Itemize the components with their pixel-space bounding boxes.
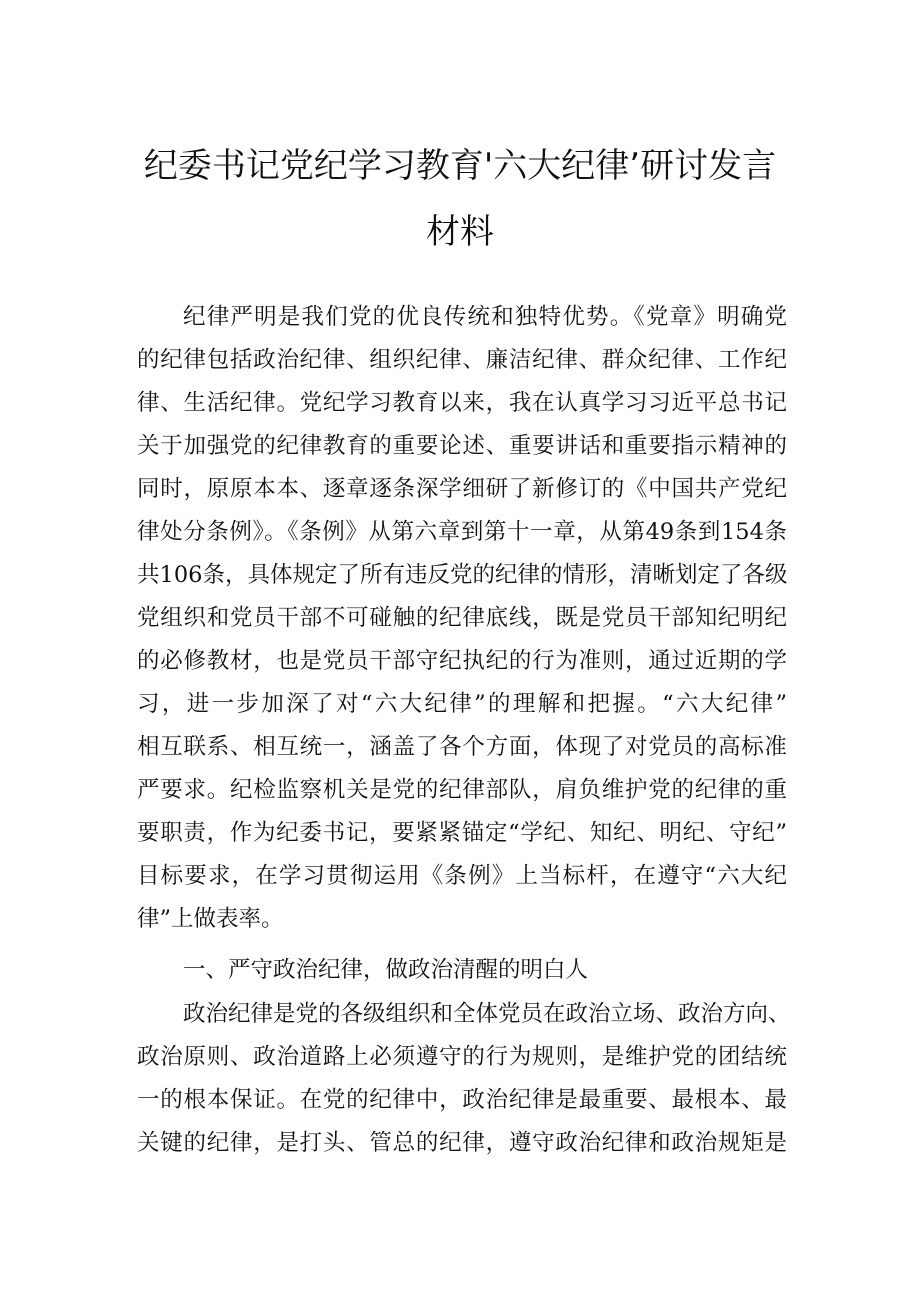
- text-line: 的纪律包括政治纪律、组织纪律、廉洁纪律、群众纪律、工作纪: [137, 347, 787, 373]
- text-line: 律、生活纪律。党纪学习教育以来，我在认真学习习近平总书记: [137, 390, 787, 416]
- text-line: 关键的纪律，是打头、管总的纪律，遵守政治纪律和政治规矩是: [137, 1130, 787, 1156]
- text-line: 纪律严明是我们党的优良传统和独特优势。《党章》明确党: [183, 304, 787, 330]
- document-title-line-2: 材料: [426, 212, 494, 252]
- text-line: 政治原则、政治道路上必须遵守的行为规则，是维护党的团结统: [137, 1044, 787, 1070]
- section-heading: 一、严守政治纪律，做政治清醒的明白人: [183, 957, 589, 983]
- document-title-line-1: 纪委书记党纪学习教育'六大纪律’研讨发言: [143, 146, 777, 186]
- text-line: 政治纪律是党的各级组织和全体党员在政治立场、政治方向、: [183, 1001, 791, 1027]
- text-line: 一的根本保证。在党的纪律中，政治纪律是最重要、最根本、最: [137, 1087, 787, 1113]
- text-line: 的必修教材，也是党员干部守纪执纪的行为准则，通过近期的学: [137, 648, 787, 674]
- text-line: 关于加强党的纪律教育的重要论述、重要讲话和重要指示精神的: [137, 433, 787, 459]
- text-line: 律处分条例》。《条例》从第六章到第十一章，从第49条到154条: [137, 519, 787, 545]
- text-line: 要职责，作为纪委书记，要紧紧锚定“学纪、知纪、明纪、守纪”: [137, 820, 787, 846]
- text-line: 党组织和党员干部不可碰触的纪律底线，既是党员干部知纪明纪: [137, 605, 787, 631]
- text-line: 习，进一步加深了对“六大纪律”的理解和把握。“六大纪律”: [137, 691, 787, 717]
- text-line: 同时，原原本本、逐章逐条深学细研了新修订的《中国共产党纪: [137, 476, 787, 502]
- text-line: 目标要求，在学习贯彻运用《条例》上当标杆，在遵守“六大纪: [137, 863, 787, 889]
- text-line: 律”上做表率。: [137, 906, 284, 932]
- text-line: 共106条，具体规定了所有违反党的纪律的情形，清晰划定了各级: [137, 562, 788, 588]
- text-line: 相互联系、相互统一，涵盖了各个方面，体现了对党员的高标准: [137, 734, 787, 760]
- text-line: 严要求。纪检监察机关是党的纪律部队，肩负维护党的纪律的重: [137, 777, 787, 803]
